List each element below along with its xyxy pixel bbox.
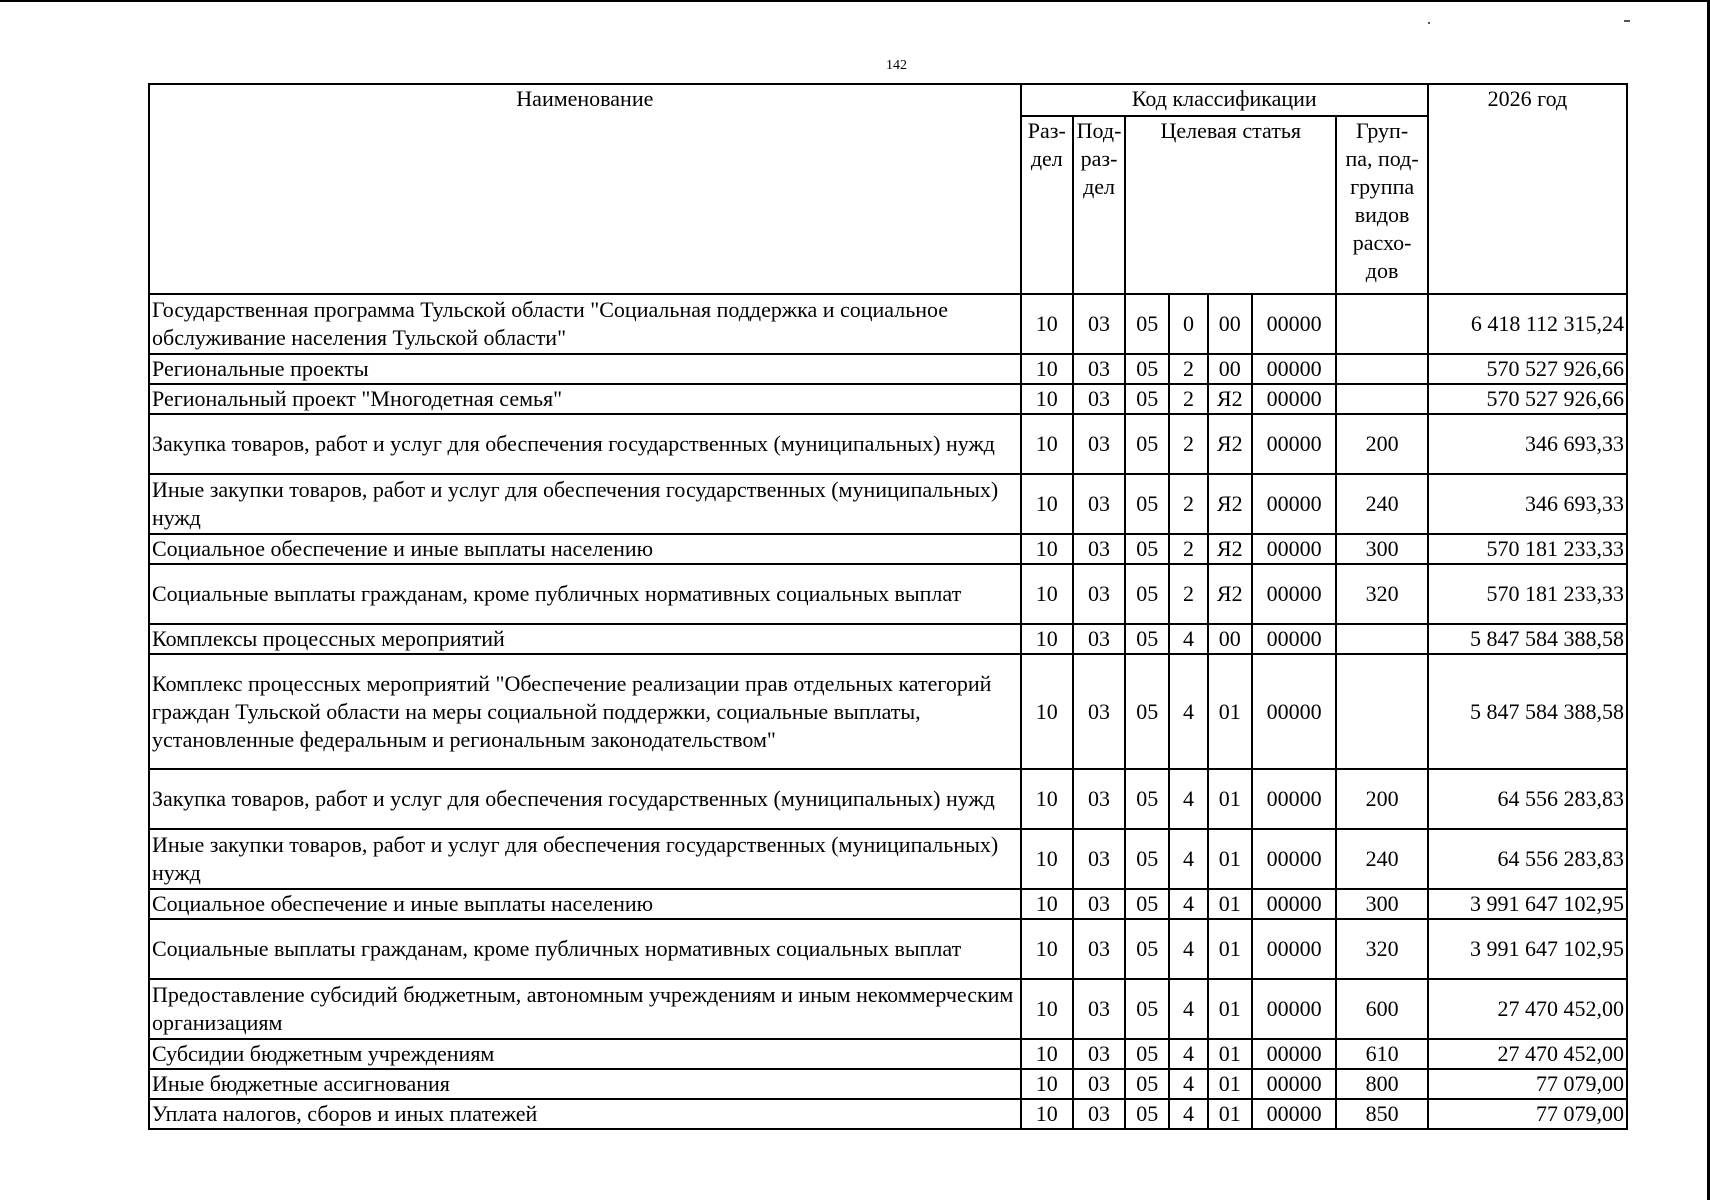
row-target-article-type: 2 xyxy=(1169,384,1207,414)
row-target-article-type: 4 xyxy=(1169,1099,1207,1129)
row-target-article-direction: 00000 xyxy=(1252,889,1336,919)
row-target-article-type: 4 xyxy=(1169,624,1207,654)
row-amount-2026: 77 079,00 xyxy=(1428,1069,1627,1099)
header-podrazdel-text: Под- раз- дел xyxy=(1076,118,1122,199)
row-target-article-type: 2 xyxy=(1169,474,1207,534)
row-name: Иные закупки товаров, работ и услуг для обеспечения государственных (муниципальных) нужд xyxy=(149,474,1021,534)
row-target-article-direction: 00000 xyxy=(1252,564,1336,624)
row-razdel-code: 10 xyxy=(1021,1069,1073,1099)
row-razdel-code: 10 xyxy=(1021,889,1073,919)
row-amount-2026: 570 181 233,33 xyxy=(1428,564,1627,624)
row-target-article-project: 01 xyxy=(1208,829,1252,889)
row-expense-group: 200 xyxy=(1336,769,1428,829)
row-target-article-type: 4 xyxy=(1169,919,1207,979)
row-amount-2026: 346 693,33 xyxy=(1428,474,1627,534)
row-amount-2026: 77 079,00 xyxy=(1428,1099,1627,1129)
row-target-article-project: 00 xyxy=(1208,294,1252,354)
row-name: Социальное обеспечение и иные выплаты населению xyxy=(149,534,1021,564)
row-razdel-code: 10 xyxy=(1021,384,1073,414)
row-target-article-direction: 00000 xyxy=(1252,1069,1336,1099)
row-target-article-type: 2 xyxy=(1169,534,1207,564)
row-target-article-type: 0 xyxy=(1169,294,1207,354)
row-podrazdel-code: 03 xyxy=(1073,654,1125,769)
row-amount-2026: 3 991 647 102,95 xyxy=(1428,889,1627,919)
row-expense-group: 610 xyxy=(1336,1039,1428,1069)
row-target-article-program: 05 xyxy=(1125,979,1169,1039)
row-target-article-program: 05 xyxy=(1125,624,1169,654)
table-row xyxy=(149,654,1627,769)
header-razdel xyxy=(1021,116,1073,294)
row-target-article-project: 01 xyxy=(1208,919,1252,979)
row-expense-group xyxy=(1336,354,1428,384)
row-target-article-direction: 00000 xyxy=(1252,414,1336,474)
row-target-article-direction: 00000 xyxy=(1252,474,1336,534)
row-expense-group xyxy=(1336,384,1428,414)
header-razdel-text: Раз- дел xyxy=(1027,118,1066,171)
row-target-article-direction: 00000 xyxy=(1252,534,1336,564)
row-target-article-project: 01 xyxy=(1208,979,1252,1039)
header-target-article: Целевая статья xyxy=(1125,116,1336,294)
page-number: 142 xyxy=(886,58,907,73)
table-row xyxy=(149,1039,1627,1069)
header-row xyxy=(149,84,1627,116)
row-target-article-project: 01 xyxy=(1208,654,1252,769)
row-target-article-direction: 00000 xyxy=(1252,354,1336,384)
row-name: Социальное обеспечение и иные выплаты населению xyxy=(149,889,1021,919)
table-row xyxy=(149,829,1627,889)
row-target-article-program: 05 xyxy=(1125,564,1169,624)
row-target-article-type: 2 xyxy=(1169,354,1207,384)
row-expense-group: 800 xyxy=(1336,1069,1428,1099)
row-target-article-direction: 00000 xyxy=(1252,829,1336,889)
row-amount-2026: 570 181 233,33 xyxy=(1428,534,1627,564)
row-podrazdel-code: 03 xyxy=(1073,1039,1125,1069)
row-razdel-code: 10 xyxy=(1021,354,1073,384)
row-razdel-code: 10 xyxy=(1021,829,1073,889)
row-amount-2026: 27 470 452,00 xyxy=(1428,1039,1627,1069)
row-target-article-type: 2 xyxy=(1169,564,1207,624)
header-year: 2026 год xyxy=(1428,84,1627,294)
row-razdel-code: 10 xyxy=(1021,534,1073,564)
row-amount-2026: 3 991 647 102,95 xyxy=(1428,919,1627,979)
table-row xyxy=(149,294,1627,354)
table-row xyxy=(149,769,1627,829)
row-expense-group: 240 xyxy=(1336,829,1428,889)
row-razdel-code: 10 xyxy=(1021,919,1073,979)
row-target-article-program: 05 xyxy=(1125,889,1169,919)
row-amount-2026: 570 527 926,66 xyxy=(1428,384,1627,414)
row-target-article-project: Я2 xyxy=(1208,564,1252,624)
row-name: Комплексы процессных мероприятий xyxy=(149,624,1021,654)
row-expense-group: 240 xyxy=(1336,474,1428,534)
row-razdel-code: 10 xyxy=(1021,979,1073,1039)
row-expense-group: 200 xyxy=(1336,414,1428,474)
scan-speck xyxy=(1428,22,1430,24)
row-target-article-project: 00 xyxy=(1208,624,1252,654)
row-target-article-direction: 00000 xyxy=(1252,1099,1336,1129)
row-target-article-project: 01 xyxy=(1208,1039,1252,1069)
row-target-article-program: 05 xyxy=(1125,474,1169,534)
table-row xyxy=(149,1099,1627,1129)
row-name: Региональные проекты xyxy=(149,354,1021,384)
row-target-article-program: 05 xyxy=(1125,769,1169,829)
row-target-article-project: Я2 xyxy=(1208,474,1252,534)
row-target-article-direction: 00000 xyxy=(1252,979,1336,1039)
row-expense-group xyxy=(1336,654,1428,769)
table-row xyxy=(149,1069,1627,1099)
row-target-article-direction: 00000 xyxy=(1252,294,1336,354)
row-target-article-project: Я2 xyxy=(1208,534,1252,564)
row-podrazdel-code: 03 xyxy=(1073,624,1125,654)
row-name: Уплата налогов, сборов и иных платежей xyxy=(149,1099,1021,1129)
row-target-article-project: 01 xyxy=(1208,1069,1252,1099)
row-amount-2026: 6 418 112 315,24 xyxy=(1428,294,1627,354)
row-name: Социальные выплаты гражданам, кроме публичных нормативных социальных выплат xyxy=(149,919,1021,979)
row-target-article-direction: 00000 xyxy=(1252,654,1336,769)
row-expense-group: 600 xyxy=(1336,979,1428,1039)
row-target-article-project: 00 xyxy=(1208,354,1252,384)
row-target-article-program: 05 xyxy=(1125,294,1169,354)
row-target-article-program: 05 xyxy=(1125,414,1169,474)
row-expense-group: 320 xyxy=(1336,919,1428,979)
row-podrazdel-code: 03 xyxy=(1073,829,1125,889)
header-name: Наименование xyxy=(149,84,1021,294)
row-name: Субсидии бюджетным учреждениям xyxy=(149,1039,1021,1069)
row-amount-2026: 5 847 584 388,58 xyxy=(1428,624,1627,654)
row-expense-group xyxy=(1336,624,1428,654)
row-razdel-code: 10 xyxy=(1021,654,1073,769)
table-row xyxy=(149,919,1627,979)
row-amount-2026: 64 556 283,83 xyxy=(1428,769,1627,829)
row-target-article-program: 05 xyxy=(1125,354,1169,384)
table-row xyxy=(149,534,1627,564)
row-target-article-program: 05 xyxy=(1125,384,1169,414)
row-podrazdel-code: 03 xyxy=(1073,474,1125,534)
row-target-article-program: 05 xyxy=(1125,534,1169,564)
row-target-article-type: 4 xyxy=(1169,654,1207,769)
row-razdel-code: 10 xyxy=(1021,624,1073,654)
budget-table xyxy=(148,83,1628,1130)
table-row xyxy=(149,624,1627,654)
header-classification-code: Код классификации xyxy=(1021,84,1428,116)
row-amount-2026: 570 527 926,66 xyxy=(1428,354,1627,384)
row-expense-group: 300 xyxy=(1336,534,1428,564)
row-name: Иные закупки товаров, работ и услуг для обеспечения государственных (муниципальных) нужд xyxy=(149,829,1021,889)
row-target-article-program: 05 xyxy=(1125,654,1169,769)
row-expense-group xyxy=(1336,294,1428,354)
table-row xyxy=(149,979,1627,1039)
row-target-article-project: Я2 xyxy=(1208,414,1252,474)
row-target-article-type: 4 xyxy=(1169,829,1207,889)
table-row xyxy=(149,889,1627,919)
table-row xyxy=(149,354,1627,384)
row-name: Комплекс процессных мероприятий "Обеспечение реализации прав отдельных категорий граждан Тульской области на меры социальной поддержки, социальные выплаты, установленные федеральным и региональным законодательством" xyxy=(149,654,1021,769)
row-razdel-code: 10 xyxy=(1021,564,1073,624)
row-podrazdel-code: 03 xyxy=(1073,1069,1125,1099)
row-name: Социальные выплаты гражданам, кроме публичных нормативных социальных выплат xyxy=(149,564,1021,624)
header-expense-group xyxy=(1336,116,1428,294)
scan-border-top xyxy=(0,0,1710,2)
row-expense-group: 320 xyxy=(1336,564,1428,624)
row-podrazdel-code: 03 xyxy=(1073,414,1125,474)
row-target-article-type: 4 xyxy=(1169,1069,1207,1099)
row-podrazdel-code: 03 xyxy=(1073,919,1125,979)
row-target-article-program: 05 xyxy=(1125,829,1169,889)
row-podrazdel-code: 03 xyxy=(1073,769,1125,829)
row-razdel-code: 10 xyxy=(1021,474,1073,534)
row-name: Государственная программа Тульской области "Социальная поддержка и социальное обслуживание населения Тульской области" xyxy=(149,294,1021,354)
row-target-article-direction: 00000 xyxy=(1252,624,1336,654)
row-podrazdel-code: 03 xyxy=(1073,979,1125,1039)
row-target-article-direction: 00000 xyxy=(1252,769,1336,829)
row-target-article-project: Я2 xyxy=(1208,384,1252,414)
row-target-article-type: 4 xyxy=(1169,769,1207,829)
row-podrazdel-code: 03 xyxy=(1073,534,1125,564)
row-razdel-code: 10 xyxy=(1021,414,1073,474)
row-target-article-program: 05 xyxy=(1125,1099,1169,1129)
row-target-article-project: 01 xyxy=(1208,769,1252,829)
table-row xyxy=(149,474,1627,534)
row-target-article-direction: 00000 xyxy=(1252,919,1336,979)
row-target-article-type: 2 xyxy=(1169,414,1207,474)
row-target-article-program: 05 xyxy=(1125,1039,1169,1069)
row-razdel-code: 10 xyxy=(1021,1039,1073,1069)
row-razdel-code: 10 xyxy=(1021,769,1073,829)
row-podrazdel-code: 03 xyxy=(1073,889,1125,919)
row-target-article-direction: 00000 xyxy=(1252,1039,1336,1069)
row-name: Иные бюджетные ассигнования xyxy=(149,1069,1021,1099)
row-amount-2026: 346 693,33 xyxy=(1428,414,1627,474)
row-target-article-program: 05 xyxy=(1125,1069,1169,1099)
row-expense-group: 300 xyxy=(1336,889,1428,919)
row-amount-2026: 5 847 584 388,58 xyxy=(1428,654,1627,769)
row-target-article-type: 4 xyxy=(1169,979,1207,1039)
table-row xyxy=(149,384,1627,414)
table-row xyxy=(149,414,1627,474)
row-target-article-type: 4 xyxy=(1169,889,1207,919)
row-target-article-type: 4 xyxy=(1169,1039,1207,1069)
row-amount-2026: 64 556 283,83 xyxy=(1428,829,1627,889)
row-expense-group: 850 xyxy=(1336,1099,1428,1129)
table-body xyxy=(149,294,1627,1129)
row-target-article-project: 01 xyxy=(1208,1099,1252,1129)
row-razdel-code: 10 xyxy=(1021,294,1073,354)
row-podrazdel-code: 03 xyxy=(1073,384,1125,414)
row-podrazdel-code: 03 xyxy=(1073,294,1125,354)
row-podrazdel-code: 03 xyxy=(1073,354,1125,384)
scan-speck xyxy=(1624,20,1630,22)
row-razdel-code: 10 xyxy=(1021,1099,1073,1129)
row-name: Региональный проект "Многодетная семья" xyxy=(149,384,1021,414)
table-row xyxy=(149,564,1627,624)
row-name: Закупка товаров, работ и услуг для обеспечения государственных (муниципальных) нужд xyxy=(149,769,1021,829)
row-podrazdel-code: 03 xyxy=(1073,564,1125,624)
row-target-article-project: 01 xyxy=(1208,889,1252,919)
row-name: Предоставление субсидий бюджетным, автономным учреждениям и иным некоммерческим организациям xyxy=(149,979,1021,1039)
row-amount-2026: 27 470 452,00 xyxy=(1428,979,1627,1039)
header-podrazdel xyxy=(1073,116,1125,294)
header-expense-group-text: Груп- па, под- группа видов расхо- дов xyxy=(1345,118,1419,283)
row-target-article-direction: 00000 xyxy=(1252,384,1336,414)
row-name: Закупка товаров, работ и услуг для обеспечения государственных (муниципальных) нужд xyxy=(149,414,1021,474)
row-podrazdel-code: 03 xyxy=(1073,1099,1125,1129)
row-target-article-program: 05 xyxy=(1125,919,1169,979)
